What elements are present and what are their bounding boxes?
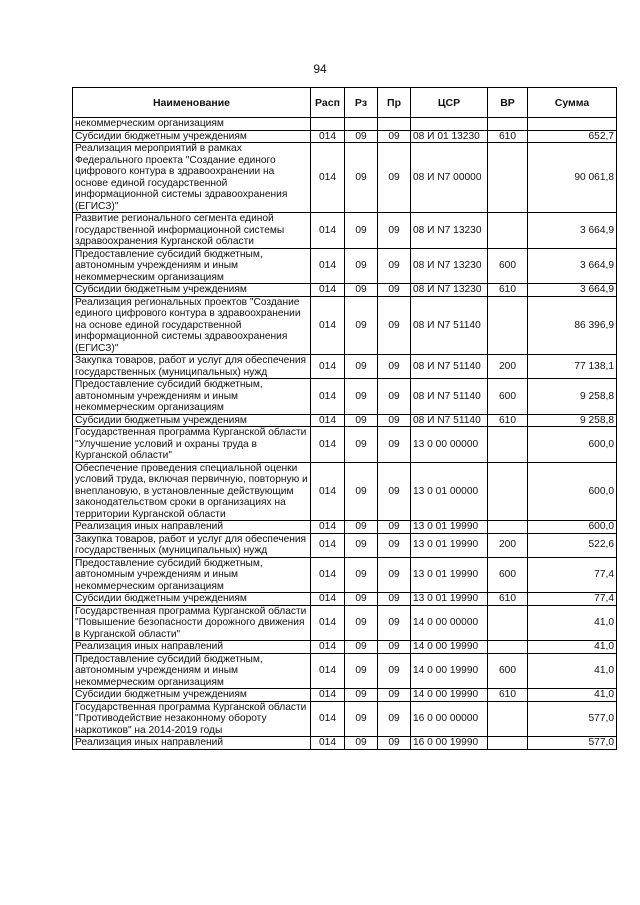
cell-rz: 09 [345,284,378,297]
cell-csr: 08 И N7 00000 [411,143,488,213]
cell-csr: 14 0 00 19990 [411,641,488,654]
cell-name: Обеспечение проведения специальной оценки условий труда, включая первичную, повторную и внеплановую, в установленные действующим законодательством сроки в организациях на территории Курганской области [73,462,311,521]
cell-vr: 600 [488,557,528,593]
table-row [73,521,617,534]
cell-rz: 09 [345,296,378,355]
cell-name: Субсидии бюджетным учреждениям [73,284,311,297]
cell-sum: 3 664,9 [528,284,617,297]
cell-rz: 09 [345,379,378,415]
cell-pr: 09 [378,557,411,593]
cell-rz [345,118,378,131]
cell-vr: 600 [488,653,528,689]
cell-csr: 08 И N7 51140 [411,414,488,427]
table-row [73,296,617,355]
cell-rasp: 014 [311,701,345,737]
cell-rasp: 014 [311,213,345,249]
cell-name: Реализация региональных проектов "Создание единого цифрового контура в здравоохранении на основе единой государственной информационной системы здравоохранения (ЕГИСЗ)" [73,296,311,355]
cell-sum: 9 258,8 [528,414,617,427]
cell-pr: 09 [378,737,411,750]
table-row [73,689,617,702]
cell-sum: 41,0 [528,605,617,641]
cell-sum: 41,0 [528,689,617,702]
cell-rz: 09 [345,130,378,143]
cell-vr [488,605,528,641]
cell-vr: 610 [488,284,528,297]
table-body [73,118,617,750]
column-header-sum: Сумма [528,88,617,118]
cell-name: Предоставление субсидий бюджетным, автономным учреждениям и иным некоммерческим организациям [73,653,311,689]
table-row [73,605,617,641]
cell-pr: 09 [378,653,411,689]
table-row [73,379,617,415]
cell-name: некоммерческим организациям [73,118,311,131]
cell-pr: 09 [378,296,411,355]
column-header-name: Наименование [73,88,311,118]
cell-csr: 08 И N7 51140 [411,296,488,355]
cell-vr: 610 [488,689,528,702]
cell-name: Развитие регионального сегмента единой государственной информационной системы здравоохранения Курганской области [73,213,311,249]
cell-name: Реализация иных направлений [73,737,311,750]
cell-rz: 09 [345,427,378,463]
cell-sum: 577,0 [528,701,617,737]
cell-csr: 16 0 00 19990 [411,737,488,750]
budget-table [72,87,617,750]
cell-sum: 86 396,9 [528,296,617,355]
cell-csr: 13 0 00 00000 [411,427,488,463]
cell-vr [488,296,528,355]
cell-rz: 09 [345,462,378,521]
table-row [73,462,617,521]
cell-csr: 14 0 00 19990 [411,653,488,689]
cell-rz: 09 [345,557,378,593]
cell-vr [488,143,528,213]
cell-vr [488,118,528,131]
table-row [73,284,617,297]
cell-rasp: 014 [311,143,345,213]
cell-rz: 09 [345,248,378,284]
table-row [73,641,617,654]
page-number: 94 [313,62,327,76]
table-row [73,143,617,213]
cell-pr: 09 [378,701,411,737]
cell-pr: 09 [378,641,411,654]
cell-sum: 3 664,9 [528,213,617,249]
cell-pr: 09 [378,462,411,521]
cell-name: Государственная программа Курганской области "Противодействие незаконному обороту наркотиков" на 2014-2019 годы [73,701,311,737]
cell-rasp: 014 [311,379,345,415]
cell-vr [488,521,528,534]
cell-sum: 3 664,9 [528,248,617,284]
cell-sum: 9 258,8 [528,379,617,415]
cell-sum: 600,0 [528,521,617,534]
cell-vr [488,701,528,737]
cell-pr: 09 [378,379,411,415]
cell-rasp: 014 [311,427,345,463]
cell-sum: 41,0 [528,641,617,654]
cell-rasp: 014 [311,641,345,654]
cell-name: Реализация мероприятий в рамках Федерального проекта "Создание единого цифрового контура в здравоохранении на основе единой государственной информационной системы здравоохранения (ЕГИСЗ)" [73,143,311,213]
cell-name: Закупка товаров, работ и услуг для обеспечения государственных (муниципальных) нужд [73,533,311,557]
cell-vr: 200 [488,533,528,557]
cell-vr [488,213,528,249]
cell-rz: 09 [345,737,378,750]
cell-rasp: 014 [311,533,345,557]
cell-rz: 09 [345,701,378,737]
cell-name: Предоставление субсидий бюджетным, автономным учреждениям и иным некоммерческим организациям [73,557,311,593]
cell-rasp: 014 [311,593,345,606]
cell-pr: 09 [378,533,411,557]
table-row [73,130,617,143]
cell-csr: 08 И N7 13230 [411,248,488,284]
column-header-csr: ЦСР [411,88,488,118]
cell-rz: 09 [345,689,378,702]
table-row [73,653,617,689]
cell-vr: 600 [488,248,528,284]
cell-pr: 09 [378,248,411,284]
cell-pr: 09 [378,143,411,213]
cell-csr: 13 0 01 00000 [411,462,488,521]
cell-rz: 09 [345,641,378,654]
cell-sum: 600,0 [528,427,617,463]
cell-sum: 577,0 [528,737,617,750]
cell-csr: 08 И 01 13230 [411,130,488,143]
cell-rasp: 014 [311,689,345,702]
cell-sum: 90 061,8 [528,143,617,213]
cell-pr: 09 [378,130,411,143]
cell-csr: 13 0 01 19990 [411,557,488,593]
cell-name: Предоставление субсидий бюджетным, автономным учреждениям и иным некоммерческим организациям [73,248,311,284]
cell-sum: 77 138,1 [528,355,617,379]
cell-rz: 09 [345,653,378,689]
cell-csr: 13 0 01 19990 [411,521,488,534]
cell-csr: 08 И N7 51140 [411,379,488,415]
column-header-pr: Пр [378,88,411,118]
cell-rasp: 014 [311,414,345,427]
cell-rz: 09 [345,533,378,557]
table-row [73,701,617,737]
cell-pr: 09 [378,593,411,606]
cell-pr: 09 [378,427,411,463]
cell-rz: 09 [345,521,378,534]
cell-rasp: 014 [311,605,345,641]
cell-csr: 08 И N7 13230 [411,284,488,297]
cell-sum: 77,4 [528,557,617,593]
cell-pr: 09 [378,414,411,427]
cell-rasp: 014 [311,462,345,521]
table-row [73,593,617,606]
cell-name: Субсидии бюджетным учреждениям [73,689,311,702]
cell-sum: 77,4 [528,593,617,606]
cell-sum: 600,0 [528,462,617,521]
table-row [73,213,617,249]
cell-rasp: 014 [311,737,345,750]
cell-name: Государственная программа Курганской области "Улучшение условий и охраны труда в Курганской области" [73,427,311,463]
column-header-rasp: Расп [311,88,345,118]
cell-pr: 09 [378,284,411,297]
table-row [73,533,617,557]
cell-sum: 652,7 [528,130,617,143]
cell-rz: 09 [345,143,378,213]
cell-name: Реализация иных направлений [73,521,311,534]
table-row [73,248,617,284]
cell-vr: 600 [488,379,528,415]
table-row [73,557,617,593]
cell-rasp: 014 [311,248,345,284]
column-header-rz: Рз [345,88,378,118]
cell-pr: 09 [378,689,411,702]
cell-rz: 09 [345,355,378,379]
cell-csr: 08 И N7 13230 [411,213,488,249]
cell-rz: 09 [345,605,378,641]
cell-vr [488,427,528,463]
cell-csr [411,118,488,131]
table-row [73,737,617,750]
cell-sum: 41,0 [528,653,617,689]
cell-csr: 13 0 01 19990 [411,533,488,557]
cell-name: Субсидии бюджетным учреждениям [73,593,311,606]
cell-rasp: 014 [311,130,345,143]
column-header-vr: ВР [488,88,528,118]
cell-csr: 14 0 00 19990 [411,689,488,702]
cell-rasp: 014 [311,557,345,593]
cell-name: Предоставление субсидий бюджетным, автономным учреждениям и иным некоммерческим организациям [73,379,311,415]
cell-pr: 09 [378,521,411,534]
cell-vr [488,641,528,654]
cell-name: Закупка товаров, работ и услуг для обеспечения государственных (муниципальных) нужд [73,355,311,379]
table-row [73,355,617,379]
cell-csr: 08 И N7 51140 [411,355,488,379]
table-row [73,118,617,131]
cell-csr: 14 0 00 00000 [411,605,488,641]
cell-sum [528,118,617,131]
cell-vr: 200 [488,355,528,379]
cell-rasp: 014 [311,653,345,689]
cell-name: Субсидии бюджетным учреждениям [73,414,311,427]
cell-rasp: 014 [311,355,345,379]
cell-rz: 09 [345,593,378,606]
cell-vr [488,737,528,750]
table-header-row [73,88,617,118]
cell-rasp: 014 [311,521,345,534]
cell-vr: 610 [488,593,528,606]
cell-rasp: 014 [311,296,345,355]
table-row [73,414,617,427]
cell-rz: 09 [345,414,378,427]
cell-name: Реализация иных направлений [73,641,311,654]
cell-csr: 13 0 01 19990 [411,593,488,606]
cell-sum: 522,6 [528,533,617,557]
cell-pr: 09 [378,213,411,249]
cell-rasp [311,118,345,131]
cell-rz: 09 [345,213,378,249]
cell-vr: 610 [488,414,528,427]
cell-rasp: 014 [311,284,345,297]
cell-pr: 09 [378,355,411,379]
cell-name: Государственная программа Курганской области "Повышение безопасности дорожного движения в Курганской области" [73,605,311,641]
cell-pr [378,118,411,131]
cell-vr: 610 [488,130,528,143]
cell-vr [488,462,528,521]
table-row [73,427,617,463]
cell-name: Субсидии бюджетным учреждениям [73,130,311,143]
cell-pr: 09 [378,605,411,641]
cell-csr: 16 0 00 00000 [411,701,488,737]
